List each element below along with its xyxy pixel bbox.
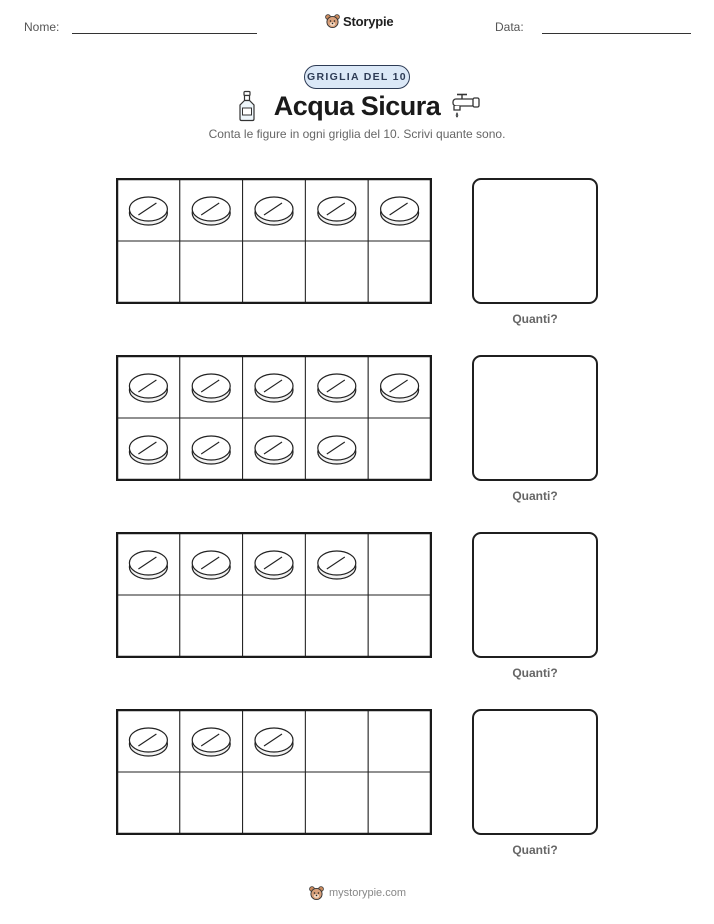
tablet-icon (192, 728, 230, 756)
frame-cell (305, 772, 368, 834)
frame-cell (368, 595, 431, 657)
frame-cell (243, 772, 306, 834)
date-label: Data: (495, 20, 524, 34)
worksheet-title: Acqua Sicura (273, 91, 441, 121)
frame-cell (117, 772, 180, 834)
bear-logo-icon (325, 13, 340, 29)
ten-frame-2 (116, 355, 432, 481)
frame-cell (305, 710, 368, 772)
frame-cell (243, 595, 306, 657)
tablet-icon (318, 551, 356, 579)
tablet-icon (381, 374, 419, 402)
tablet-icon (318, 197, 356, 225)
frame-cell (368, 710, 431, 772)
tablet-icon (192, 197, 230, 225)
tablet-icon (255, 551, 293, 579)
worksheet-badge: GRIGLIA DEL 10 (304, 65, 410, 89)
tablet-icon (129, 374, 167, 402)
answer-label-1: Quanti? (512, 312, 558, 326)
date-line (542, 33, 691, 34)
frame-cell (368, 533, 431, 595)
answer-box-2[interactable] (472, 355, 598, 481)
tablet-icon (318, 436, 356, 464)
frame-cell (117, 241, 180, 303)
answer-label-2: Quanti? (512, 489, 558, 503)
tablet-icon (255, 374, 293, 402)
tablet-icon (255, 436, 293, 464)
frame-cell (117, 595, 180, 657)
brand-name: Storypie (343, 13, 394, 29)
tablet-icon (192, 551, 230, 579)
answer-box-1[interactable] (472, 178, 598, 304)
bear-logo-icon (309, 885, 324, 901)
worksheet-instructions: Conta le figure in ogni griglia del 10. Scrivi quante sono. (208, 127, 506, 141)
frame-cell (243, 241, 306, 303)
name-label: Nome: (24, 20, 60, 34)
tablet-icon (255, 728, 293, 756)
footer (309, 885, 406, 901)
frame-cell (180, 772, 243, 834)
name-line (72, 33, 257, 34)
frame-cell (305, 595, 368, 657)
brand-logo (325, 13, 393, 29)
frame-cell (368, 772, 431, 834)
ten-frame-1 (116, 178, 432, 304)
answer-box-3[interactable] (472, 532, 598, 658)
ten-frame-3 (116, 532, 432, 658)
frame-cell (180, 241, 243, 303)
answer-label-4: Quanti? (512, 843, 558, 857)
footer-url: mystorypie.com (329, 887, 407, 899)
tablet-icon (129, 728, 167, 756)
tablet-icon (381, 197, 419, 225)
answer-box-4[interactable] (472, 709, 598, 835)
frame-cell (368, 241, 431, 303)
frame-cell (305, 241, 368, 303)
tablet-icon (318, 374, 356, 402)
tablet-icon (129, 197, 167, 225)
tablet-icon (129, 551, 167, 579)
frame-cell (368, 418, 431, 480)
tablet-icon (192, 436, 230, 464)
ten-frame-4 (116, 709, 432, 835)
tablet-icon (255, 197, 293, 225)
tablet-icon (129, 436, 167, 464)
faucet-icon (451, 92, 481, 120)
frame-cell (180, 595, 243, 657)
tablet-icon (192, 374, 230, 402)
answer-label-3: Quanti? (512, 666, 558, 680)
